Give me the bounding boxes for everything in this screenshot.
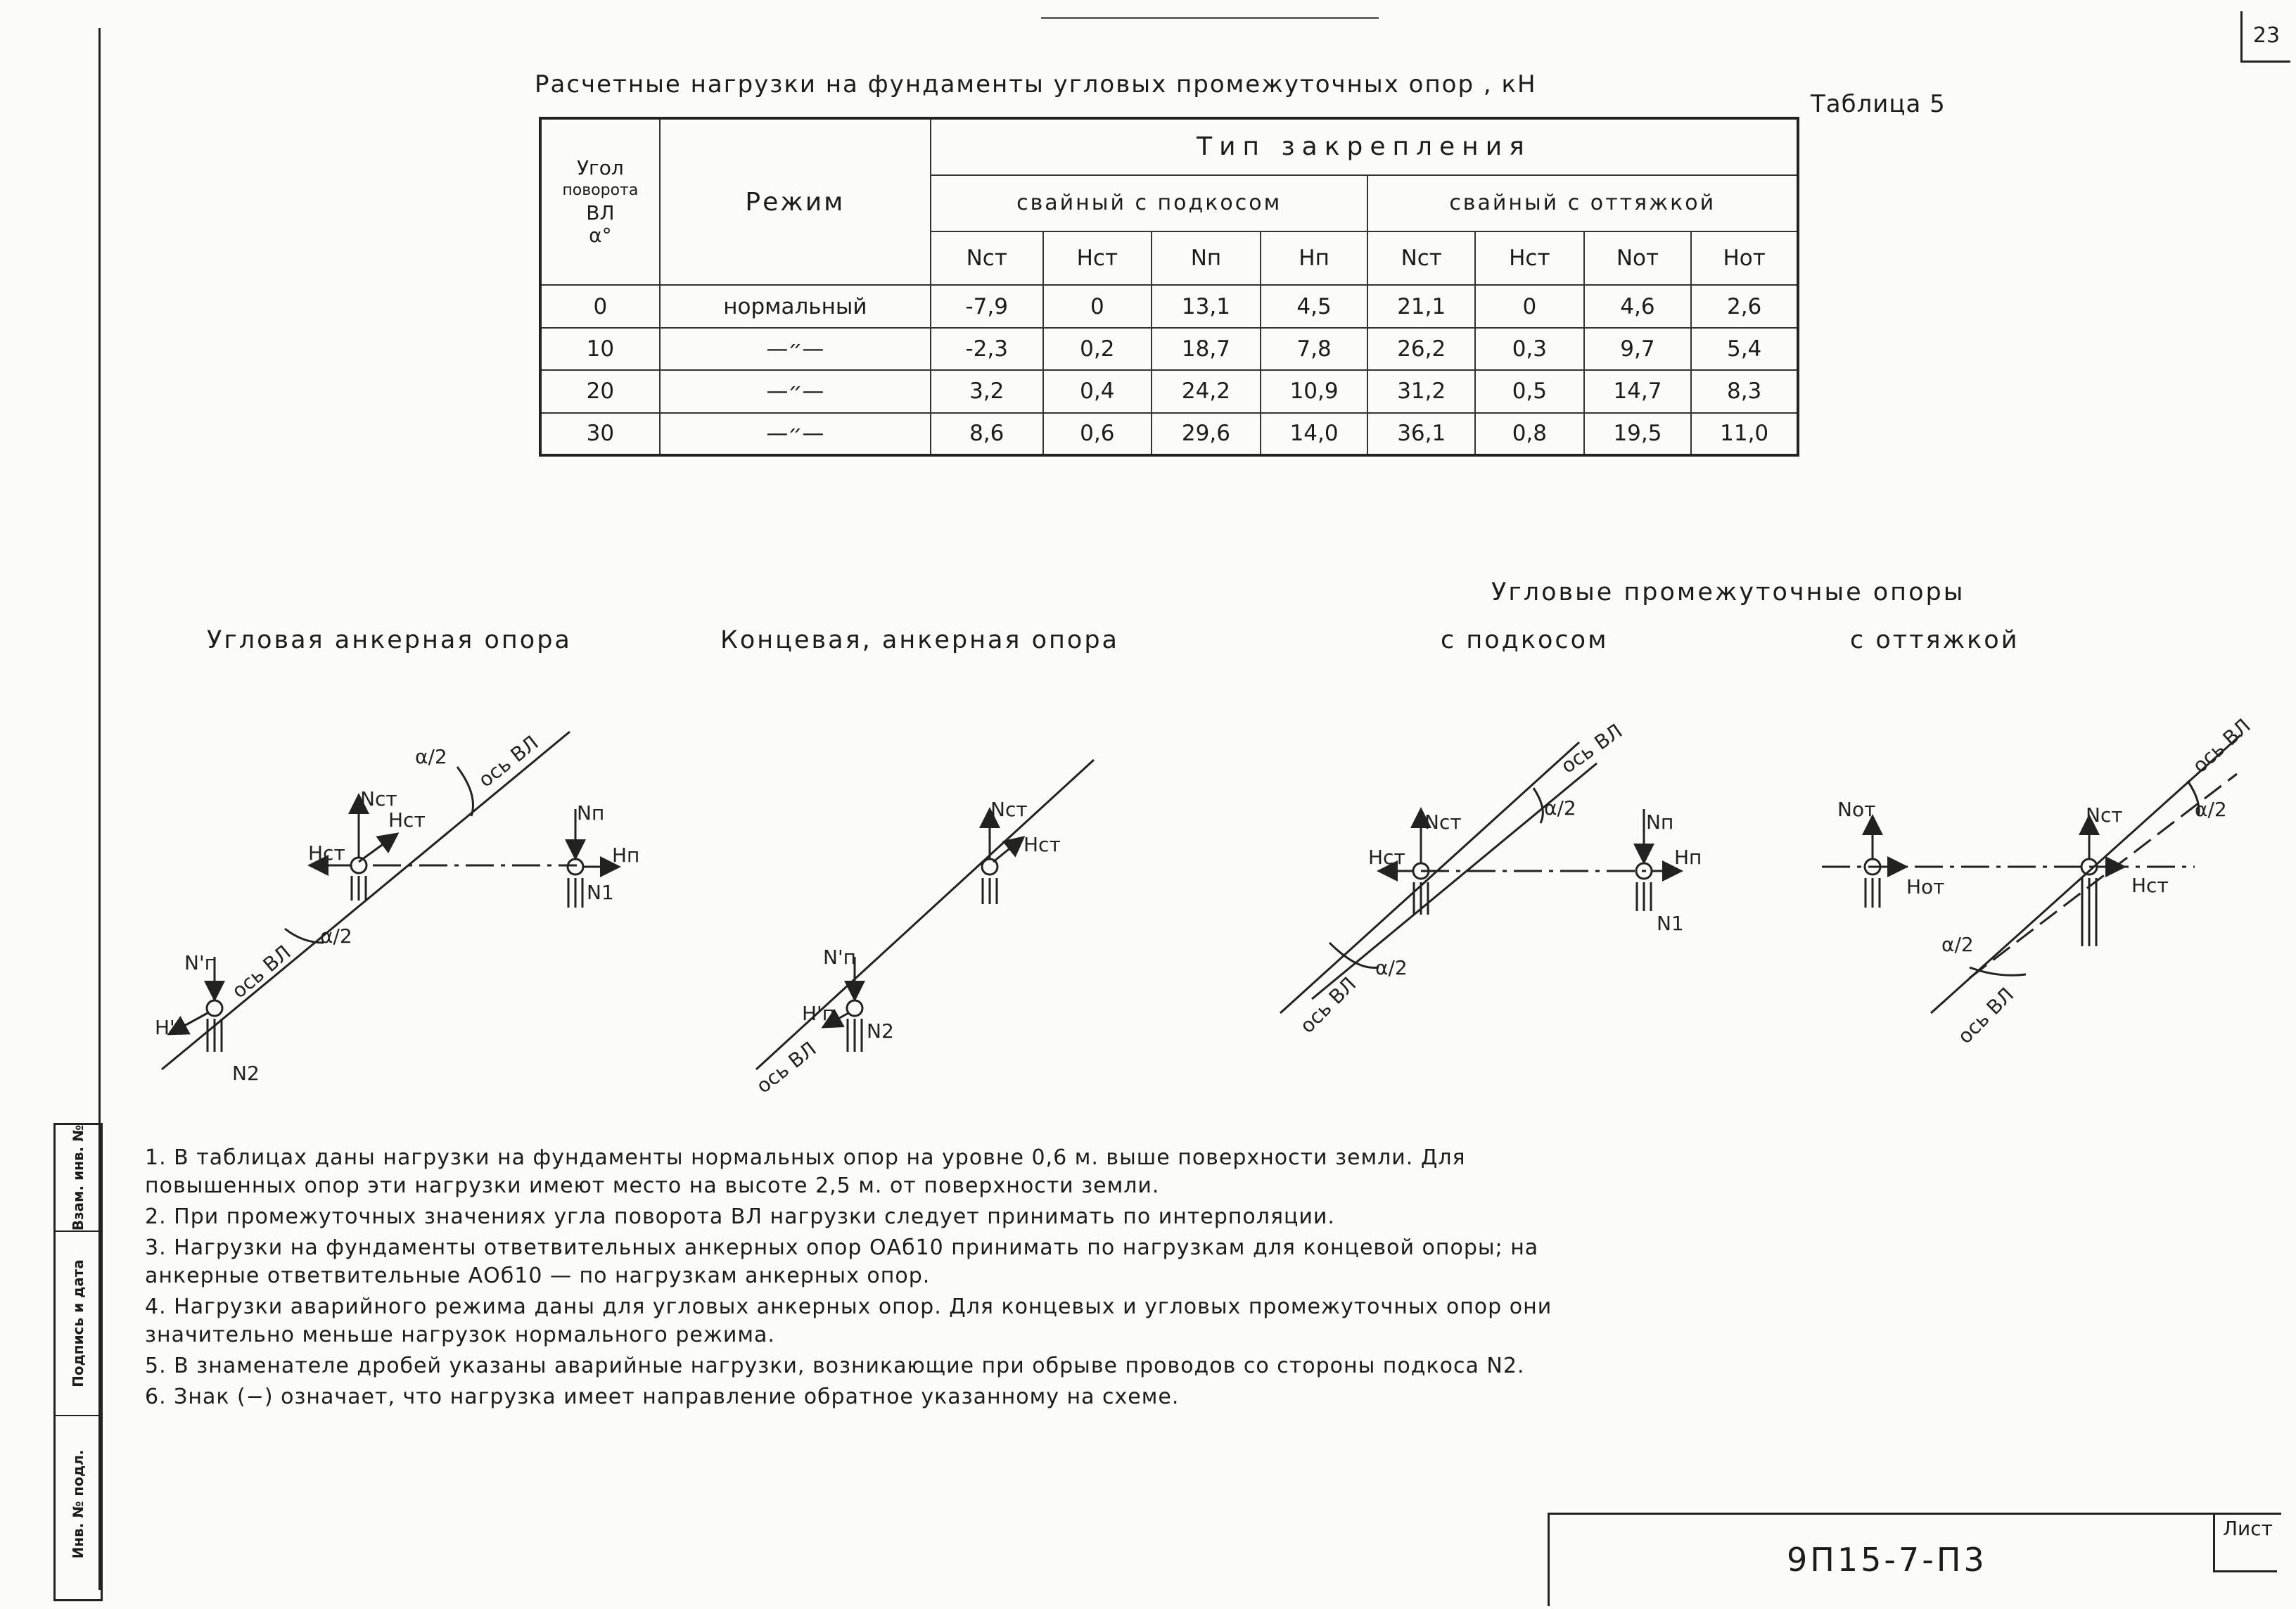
col-header: Nст <box>931 231 1043 285</box>
col-header: Nот <box>1584 231 1692 285</box>
table-cell: 9,7 <box>1584 328 1692 370</box>
label-half-angle: α/2 <box>1941 933 1974 956</box>
note-item: 2. При промежуточных значениях угла поворота ВЛ нагрузки следует принимать по интерполяции. <box>145 1204 1335 1229</box>
label-nct: Nст <box>990 798 1028 821</box>
label-np: Nп <box>577 801 605 825</box>
table-cell: 14,0 <box>1261 413 1368 455</box>
table-cell: 2,6 <box>1691 285 1798 327</box>
label-axis: ось ВЛ <box>1953 983 2019 1048</box>
label-n1: N1 <box>587 881 614 904</box>
table-cell: 21,1 <box>1367 285 1475 327</box>
table-cell: 0 <box>1043 285 1152 327</box>
col-header: Nп <box>1152 231 1261 285</box>
label-half-angle: α/2 <box>2195 798 2227 821</box>
table-cell: 0 <box>1475 285 1584 327</box>
label-nct: Nст <box>1424 810 1462 834</box>
label-half-angle: α/2 <box>415 745 447 768</box>
document-code: 9П15-7-П3 <box>1787 1541 1987 1579</box>
label-hp: Hп <box>1674 846 1702 869</box>
table-cell: 20 <box>540 370 660 412</box>
table-cell: 3,2 <box>931 370 1043 412</box>
col-header: Hп <box>1261 231 1368 285</box>
table-title: Расчетные нагрузки на фундаменты угловых промежуточных опор , кН <box>535 70 1537 98</box>
col-header: Hст <box>1475 231 1584 285</box>
table-cell: 7,8 <box>1261 328 1368 370</box>
caption-intermediate-group: Угловые промежуточные опоры <box>1491 578 1965 606</box>
notes-block <box>145 1144 1566 1414</box>
label-hp: Hп <box>612 844 640 867</box>
table-cell: нормальный <box>660 285 931 327</box>
label-axis: ось ВЛ <box>1557 719 1627 778</box>
table-cell: 0,2 <box>1043 328 1152 370</box>
table-cell: 0 <box>540 285 660 327</box>
caption-with-strut: с подкосом <box>1441 626 1609 654</box>
table-cell: 10,9 <box>1261 370 1368 412</box>
label-half-angle: α/2 <box>320 924 352 948</box>
col-header: Nст <box>1367 231 1475 285</box>
fixing-type-header: Тип закрепления <box>931 118 1798 175</box>
page-number: 23 <box>2240 11 2290 63</box>
label-half-angle: α/2 <box>1544 796 1576 820</box>
table-cell: 8,6 <box>931 413 1043 455</box>
label-hct: Hст <box>388 808 426 832</box>
table-cell: -7,9 <box>931 285 1043 327</box>
label-hp-prime: H'п <box>802 1002 836 1025</box>
caption-terminal-anchor: Концевая, анкерная опора <box>720 626 1119 654</box>
label-np: Nп <box>1646 810 1674 834</box>
label-axis: ось ВЛ <box>227 940 295 1003</box>
caption-angular-anchor: Угловая анкерная опора <box>207 626 572 654</box>
label-axis: ось ВЛ <box>1295 972 1361 1038</box>
table-cell: 14,7 <box>1584 370 1692 412</box>
label-n1: N1 <box>1657 912 1684 935</box>
label-nct: Nст <box>360 787 397 810</box>
subgroup-strut: свайный с подкосом <box>931 175 1367 232</box>
table-cell: 29,6 <box>1152 413 1261 455</box>
label-hct: Hст <box>308 841 345 865</box>
table-cell: 30 <box>540 413 660 455</box>
note-item: 3. Нагрузки на фундаменты ответвительных анкерных опор ОАб10 принимать по нагрузкам для концевой опоры; на анкерные ответвительные АОб10 — по нагрузкам анкерных опор. <box>145 1235 1539 1288</box>
label-hot: Hот <box>1906 875 1945 898</box>
table-cell: —״— <box>660 370 931 412</box>
label-n2: N2 <box>232 1062 260 1085</box>
table-cell: -2,3 <box>931 328 1043 370</box>
note-item: 6. Знак (−) означает, что нагрузка имеет направление обратное указанному на схеме. <box>145 1385 1180 1409</box>
label-hct: Hст <box>2131 874 2169 897</box>
diagram-with-guy <box>1822 735 2240 1013</box>
table-cell: 11,0 <box>1691 413 1798 455</box>
table-cell: —״— <box>660 413 931 455</box>
table-cell: 24,2 <box>1152 370 1261 412</box>
label-half-angle: α/2 <box>1375 956 1408 979</box>
table-cell: 18,7 <box>1152 328 1261 370</box>
table-label: Таблица 5 <box>1811 90 1946 118</box>
sheet-label: Лист <box>2223 1517 2273 1540</box>
table-cell: 0,5 <box>1475 370 1584 412</box>
table-cell: 13,1 <box>1152 285 1261 327</box>
diagram-with-strut <box>1280 742 1688 1013</box>
col-header: Hот <box>1691 231 1798 285</box>
table-cell: 4,5 <box>1261 285 1368 327</box>
table-cell: 0,6 <box>1043 413 1152 455</box>
label-np-prime: N'п <box>184 951 217 974</box>
stamp-cell: Инв. № подл. <box>56 1415 101 1592</box>
left-stamp <box>53 1123 103 1601</box>
table-cell: 26,2 <box>1367 328 1475 370</box>
stamp-cell: Взам. инв. № <box>70 1124 87 1231</box>
subgroup-guy: свайный с оттяжкой <box>1367 175 1798 232</box>
stamp-cell: Подпись и дата <box>56 1230 101 1415</box>
table-cell: 19,5 <box>1584 413 1692 455</box>
label-nct: Nст <box>2086 803 2123 827</box>
table-cell: 10 <box>540 328 660 370</box>
note-item: 1. В таблицах даны нагрузки на фундаменты нормальных опор на уровне 0,6 м. выше поверхности земли. Для повышенных опор эти нагрузки имеют место на высоте 2,5 м. от поверхности земли. <box>145 1145 1466 1198</box>
angle-header: Угол поворота ВЛ α° <box>540 118 660 285</box>
mode-header: Режим <box>660 118 931 285</box>
col-header: Hст <box>1043 231 1152 285</box>
label-axis: ось ВЛ <box>473 731 543 792</box>
label-hct: Hст <box>1023 833 1061 856</box>
table-cell: 0,3 <box>1475 328 1584 370</box>
label-hp-prime: H'п <box>155 1016 189 1039</box>
diagram-angular-anchor <box>162 732 619 1069</box>
table-cell: 5,4 <box>1691 328 1798 370</box>
table-cell: 0,4 <box>1043 370 1152 412</box>
note-item: 5. В знаменателе дробей указаны аварийные нагрузки, возникающие при обрыве проводов со стороны подкоса N2. <box>145 1354 1525 1378</box>
label-hct: Hст <box>1368 846 1405 869</box>
table-cell: 36,1 <box>1367 413 1475 455</box>
table-cell: —״— <box>660 328 931 370</box>
caption-with-guy: с оттяжкой <box>1850 626 2020 654</box>
table-cell: 0,8 <box>1475 413 1584 455</box>
label-n2: N2 <box>867 1019 894 1043</box>
table-cell: 4,6 <box>1584 285 1692 327</box>
table-cell: 31,2 <box>1367 370 1475 412</box>
label-not: Nот <box>1837 798 1876 821</box>
label-axis: ось ВЛ <box>751 1037 821 1098</box>
label-axis: ось ВЛ <box>2188 713 2255 778</box>
label-np-prime: N'п <box>823 946 856 969</box>
table-cell: 8,3 <box>1691 370 1798 412</box>
note-item: 4. Нагрузки аварийного режима даны для угловых анкерных опор. Для концевых и угловых промежуточных опор они значительно меньше нагрузок нормального режима. <box>145 1295 1552 1347</box>
